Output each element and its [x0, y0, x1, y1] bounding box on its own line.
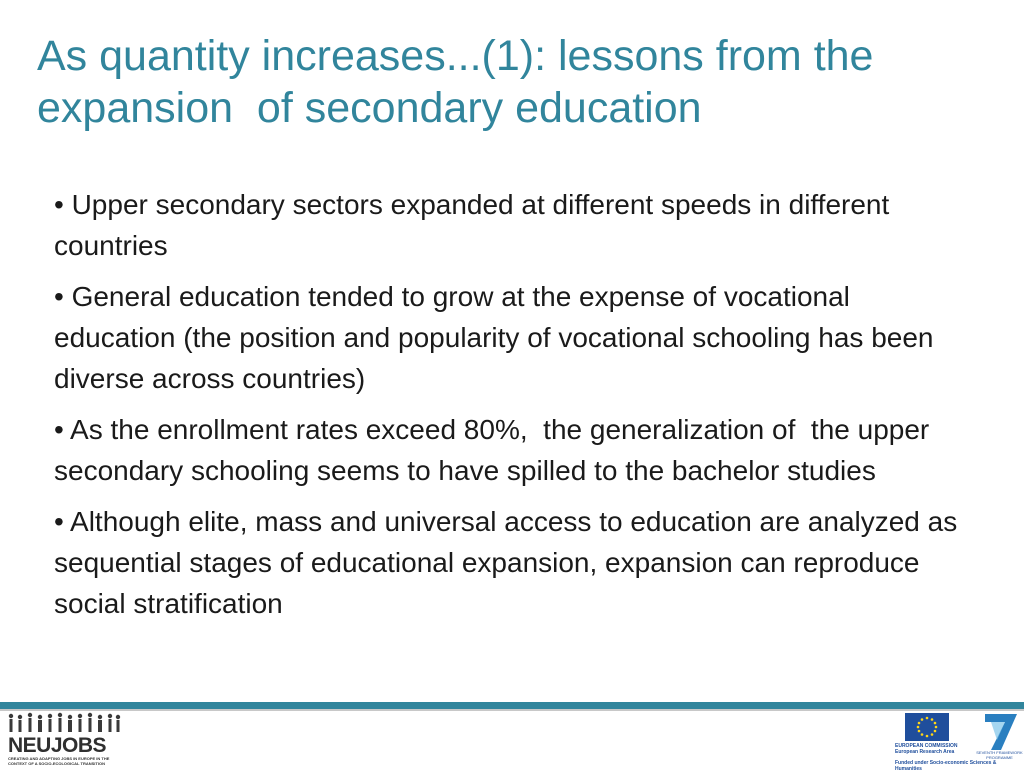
- funder-logos: [895, 710, 1024, 772]
- footer-divider-shadow: [0, 709, 1024, 711]
- fp7-label: SEVENTH FRAMEWORK PROGRAMME: [976, 750, 1023, 760]
- people-silhouettes-icon: [6, 712, 122, 734]
- neujobs-tagline: CREATING AND ADAPTING JOBS IN EUROPE IN THE CONTEXT OF A SOCIO-ECOLOGICAL TRANSITION: [8, 756, 110, 766]
- bullet-item: • As the enrollment rates exceed 80%, the generalization of the upper secondary schooling seems to have spilled to the bachelor studies: [54, 414, 938, 486]
- eu-line2: European Research Area: [895, 749, 955, 755]
- bullet-item: • General education tended to grow at the expense of vocational education (the position and popularity of vocational schooling has been diverse across countries): [54, 281, 942, 394]
- slide-title: As quantity increases...(1): lessons from the expansion of secondary education: [37, 32, 886, 132]
- neujobs-logo: [6, 712, 122, 766]
- fp7-logo-icon: [977, 710, 1023, 754]
- bullet-item: • Upper secondary sectors expanded at different speeds in different countries: [54, 189, 898, 261]
- footer-divider: [0, 702, 1024, 709]
- eu-flag-icon: [905, 713, 949, 741]
- neujobs-wordmark: NEUJOBS: [8, 734, 107, 757]
- eu-line1: EUROPEAN COMMISSION: [895, 743, 958, 749]
- bullet-list: [54, 184, 974, 634]
- funded-under-label: Funded under Socio-economic Sciences & Humanities: [895, 760, 997, 772]
- bullet-item: • Although elite, mass and universal access to education are analyzed as sequential stages of educational expansion, expansion can reproduce social stratification: [54, 506, 966, 619]
- eu-commission-label: [895, 743, 969, 755]
